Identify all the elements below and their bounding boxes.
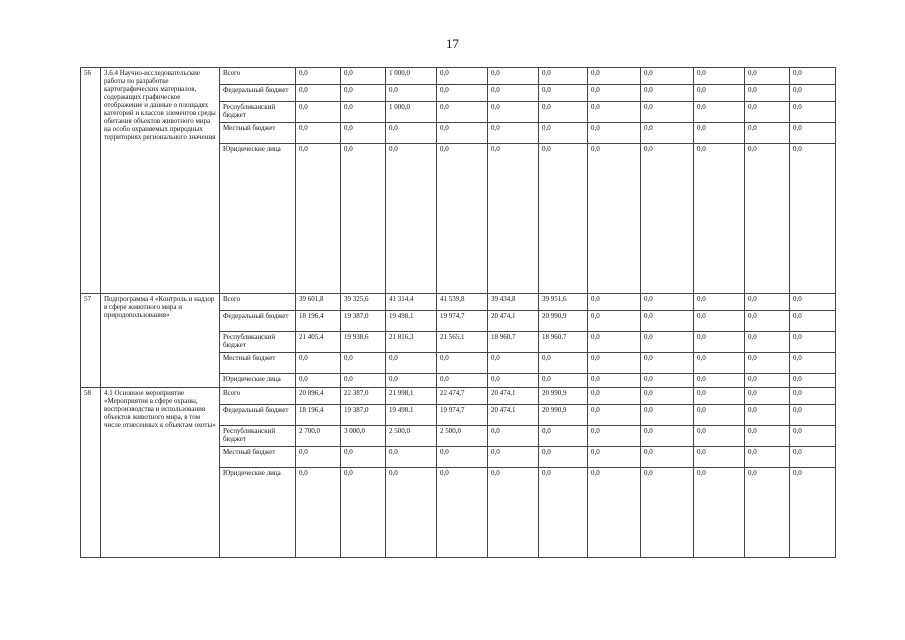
amount-cell: 0,0 xyxy=(386,468,437,558)
amount-cell: 0,0 xyxy=(588,144,641,294)
amount-cell: 0,0 xyxy=(641,144,694,294)
amount-cell: 19 498,1 xyxy=(386,405,437,426)
funding-source: Всего xyxy=(220,388,296,405)
funding-source: Республиканский бюджет xyxy=(220,426,296,447)
row-number: 57 xyxy=(81,294,101,388)
row-number: 58 xyxy=(81,388,101,558)
amount-cell: 0,0 xyxy=(790,353,836,374)
amount-cell: 39 325,6 xyxy=(341,294,386,311)
amount-cell: 0,0 xyxy=(296,68,341,85)
amount-cell: 0,0 xyxy=(488,144,539,294)
amount-cell: 20 990,9 xyxy=(539,388,588,405)
amount-cell: 0,0 xyxy=(588,374,641,388)
amount-cell: 0,0 xyxy=(790,85,836,102)
amount-cell: 0,0 xyxy=(386,374,437,388)
amount-cell: 0,0 xyxy=(341,374,386,388)
amount-cell: 0,0 xyxy=(588,332,641,353)
amount-cell: 0,0 xyxy=(641,426,694,447)
amount-cell: 41 314,4 xyxy=(386,294,437,311)
funding-source: Федеральный бюджет xyxy=(220,405,296,426)
amount-cell: 0,0 xyxy=(745,388,790,405)
amount-cell: 0,0 xyxy=(437,353,488,374)
amount-cell: 0,0 xyxy=(539,102,588,123)
amount-cell: 0,0 xyxy=(790,426,836,447)
amount-cell: 19 974,7 xyxy=(437,405,488,426)
amount-cell: 0,0 xyxy=(386,353,437,374)
amount-cell: 0,0 xyxy=(539,374,588,388)
funding-source: Всего xyxy=(220,294,296,311)
amount-cell: 0,0 xyxy=(341,447,386,468)
funding-source: Юридические лица xyxy=(220,144,296,294)
amount-cell: 0,0 xyxy=(694,311,745,332)
amount-cell: 0,0 xyxy=(488,374,539,388)
funding-source: Юридические лица xyxy=(220,468,296,558)
amount-cell: 0,0 xyxy=(745,311,790,332)
amount-cell: 0,0 xyxy=(296,447,341,468)
amount-cell: 0,0 xyxy=(437,85,488,102)
activity-name: 3.6.4 Научно-исследовательские работы по разработке картографических материалов, содержащих графическое отображение и данные о площадях категорий и классов элементов среды обитания объектов животного мира на особо охраняемых природных территориях регионального значения xyxy=(101,68,220,294)
amount-cell: 21 405,4 xyxy=(296,332,341,353)
amount-cell: 0,0 xyxy=(790,144,836,294)
amount-cell: 0,0 xyxy=(437,468,488,558)
amount-cell: 0,0 xyxy=(341,468,386,558)
amount-cell: 39 601,8 xyxy=(296,294,341,311)
activity-name: Подпрограмма 4 «Контроль и надзор в сфере животного мира и природопользования» xyxy=(101,294,220,388)
amount-cell: 41 539,8 xyxy=(437,294,488,311)
amount-cell: 0,0 xyxy=(488,426,539,447)
amount-cell: 0,0 xyxy=(341,353,386,374)
amount-cell: 20 474,1 xyxy=(488,405,539,426)
amount-cell: 0,0 xyxy=(641,332,694,353)
amount-cell: 18 196,4 xyxy=(296,405,341,426)
amount-cell: 0,0 xyxy=(641,388,694,405)
amount-cell: 19 974,7 xyxy=(437,311,488,332)
amount-cell: 0,0 xyxy=(745,374,790,388)
amount-cell: 0,0 xyxy=(745,144,790,294)
amount-cell: 22 387,0 xyxy=(341,388,386,405)
amount-cell: 0,0 xyxy=(341,102,386,123)
amount-cell: 0,0 xyxy=(790,332,836,353)
amount-cell: 0,0 xyxy=(588,85,641,102)
amount-cell: 0,0 xyxy=(539,68,588,85)
amount-cell: 0,0 xyxy=(437,374,488,388)
amount-cell: 0,0 xyxy=(790,102,836,123)
amount-cell: 0,0 xyxy=(641,374,694,388)
amount-cell: 0,0 xyxy=(745,353,790,374)
amount-cell: 0,0 xyxy=(694,85,745,102)
amount-cell: 0,0 xyxy=(745,426,790,447)
amount-cell: 0,0 xyxy=(437,447,488,468)
amount-cell: 0,0 xyxy=(694,68,745,85)
amount-cell: 0,0 xyxy=(386,144,437,294)
amount-cell: 0,0 xyxy=(588,353,641,374)
amount-cell: 0,0 xyxy=(539,144,588,294)
amount-cell: 2 500,0 xyxy=(386,426,437,447)
funding-source: Федеральный бюджет xyxy=(220,85,296,102)
amount-cell: 0,0 xyxy=(641,311,694,332)
amount-cell: 21 816,3 xyxy=(386,332,437,353)
amount-cell: 0,0 xyxy=(694,447,745,468)
amount-cell: 0,0 xyxy=(588,123,641,144)
row-number: 56 xyxy=(81,68,101,294)
amount-cell: 0,0 xyxy=(539,426,588,447)
amount-cell: 20 896,4 xyxy=(296,388,341,405)
funding-source: Республиканский бюджет xyxy=(220,102,296,123)
amount-cell: 0,0 xyxy=(790,388,836,405)
amount-cell: 0,0 xyxy=(641,85,694,102)
table-row xyxy=(81,294,836,311)
amount-cell: 18 196,4 xyxy=(296,311,341,332)
amount-cell: 0,0 xyxy=(694,102,745,123)
page-number: 17 xyxy=(446,36,459,51)
amount-cell: 0,0 xyxy=(694,468,745,558)
amount-cell: 0,0 xyxy=(641,468,694,558)
amount-cell: 0,0 xyxy=(437,123,488,144)
funding-source: Местный бюджет xyxy=(220,447,296,468)
amount-cell: 0,0 xyxy=(745,468,790,558)
amount-cell: 0,0 xyxy=(296,85,341,102)
amount-cell: 0,0 xyxy=(790,294,836,311)
funding-source: Республиканский бюджет xyxy=(220,332,296,353)
amount-cell: 0,0 xyxy=(641,353,694,374)
amount-cell: 39 951,6 xyxy=(539,294,588,311)
amount-cell: 20 990,9 xyxy=(539,311,588,332)
amount-cell: 0,0 xyxy=(694,388,745,405)
amount-cell: 0,0 xyxy=(296,353,341,374)
amount-cell: 0,0 xyxy=(790,68,836,85)
amount-cell: 0,0 xyxy=(790,447,836,468)
amount-cell: 0,0 xyxy=(488,353,539,374)
amount-cell: 0,0 xyxy=(386,123,437,144)
amount-cell: 0,0 xyxy=(341,144,386,294)
amount-cell: 18 960,7 xyxy=(488,332,539,353)
amount-cell: 0,0 xyxy=(745,85,790,102)
amount-cell: 0,0 xyxy=(488,468,539,558)
amount-cell: 0,0 xyxy=(488,85,539,102)
amount-cell: 0,0 xyxy=(588,405,641,426)
amount-cell: 0,0 xyxy=(539,123,588,144)
amount-cell: 0,0 xyxy=(745,294,790,311)
amount-cell: 0,0 xyxy=(694,405,745,426)
amount-cell: 0,0 xyxy=(437,68,488,85)
amount-cell: 1 000,0 xyxy=(386,68,437,85)
amount-cell: 0,0 xyxy=(790,468,836,558)
amount-cell: 0,0 xyxy=(296,468,341,558)
activity-name: 4.1 Основное мероприятие «Мероприятия в сфере охраны, воспроизводства и использования объектов животного мира, в том числе отнесенных к объектам охоты» xyxy=(101,388,220,558)
amount-cell: 21 998,1 xyxy=(386,388,437,405)
amount-cell: 0,0 xyxy=(488,123,539,144)
amount-cell: 0,0 xyxy=(745,332,790,353)
amount-cell: 20 474,1 xyxy=(488,388,539,405)
table-row xyxy=(81,388,836,405)
amount-cell: 0,0 xyxy=(745,447,790,468)
amount-cell: 0,0 xyxy=(694,332,745,353)
amount-cell: 0,0 xyxy=(437,144,488,294)
amount-cell: 0,0 xyxy=(588,68,641,85)
amount-cell: 0,0 xyxy=(588,447,641,468)
amount-cell: 0,0 xyxy=(386,85,437,102)
amount-cell: 3 000,0 xyxy=(341,426,386,447)
amount-cell: 1 000,0 xyxy=(386,102,437,123)
amount-cell: 22 474,7 xyxy=(437,388,488,405)
amount-cell: 19 498,1 xyxy=(386,311,437,332)
amount-cell: 0,0 xyxy=(694,353,745,374)
amount-cell: 0,0 xyxy=(641,102,694,123)
amount-cell: 0,0 xyxy=(588,468,641,558)
amount-cell: 0,0 xyxy=(296,374,341,388)
amount-cell: 19 938,6 xyxy=(341,332,386,353)
amount-cell: 0,0 xyxy=(745,123,790,144)
amount-cell: 0,0 xyxy=(588,426,641,447)
amount-cell: 20 474,1 xyxy=(488,311,539,332)
amount-cell: 0,0 xyxy=(296,102,341,123)
amount-cell: 0,0 xyxy=(641,68,694,85)
amount-cell: 0,0 xyxy=(745,405,790,426)
amount-cell: 39 434,8 xyxy=(488,294,539,311)
amount-cell: 0,0 xyxy=(588,311,641,332)
funding-source: Местный бюджет xyxy=(220,123,296,144)
amount-cell: 0,0 xyxy=(790,374,836,388)
amount-cell: 0,0 xyxy=(386,447,437,468)
budget-table xyxy=(80,67,836,558)
amount-cell: 19 387,0 xyxy=(341,311,386,332)
amount-cell: 0,0 xyxy=(296,144,341,294)
funding-source: Местный бюджет xyxy=(220,353,296,374)
amount-cell: 0,0 xyxy=(641,447,694,468)
amount-cell: 0,0 xyxy=(539,468,588,558)
amount-cell: 0,0 xyxy=(694,144,745,294)
amount-cell: 0,0 xyxy=(539,447,588,468)
amount-cell: 0,0 xyxy=(539,85,588,102)
amount-cell: 0,0 xyxy=(641,294,694,311)
amount-cell: 0,0 xyxy=(694,123,745,144)
amount-cell: 0,0 xyxy=(341,123,386,144)
amount-cell: 0,0 xyxy=(588,102,641,123)
amount-cell: 0,0 xyxy=(488,102,539,123)
amount-cell: 0,0 xyxy=(539,353,588,374)
amount-cell: 0,0 xyxy=(694,294,745,311)
amount-cell: 0,0 xyxy=(694,426,745,447)
amount-cell: 2 700,0 xyxy=(296,426,341,447)
amount-cell: 21 565,1 xyxy=(437,332,488,353)
amount-cell: 0,0 xyxy=(745,102,790,123)
amount-cell: 0,0 xyxy=(694,374,745,388)
amount-cell: 19 387,0 xyxy=(341,405,386,426)
table-row xyxy=(81,68,836,85)
amount-cell: 0,0 xyxy=(488,447,539,468)
amount-cell: 0,0 xyxy=(437,102,488,123)
amount-cell: 0,0 xyxy=(588,294,641,311)
amount-cell: 0,0 xyxy=(296,123,341,144)
funding-source: Юридические лица xyxy=(220,374,296,388)
amount-cell: 0,0 xyxy=(341,68,386,85)
amount-cell: 0,0 xyxy=(790,405,836,426)
amount-cell: 18 960,7 xyxy=(539,332,588,353)
amount-cell: 0,0 xyxy=(341,85,386,102)
amount-cell: 2 500,0 xyxy=(437,426,488,447)
amount-cell: 0,0 xyxy=(588,388,641,405)
amount-cell: 0,0 xyxy=(745,68,790,85)
amount-cell: 0,0 xyxy=(488,68,539,85)
amount-cell: 0,0 xyxy=(641,123,694,144)
funding-source: Федеральный бюджет xyxy=(220,311,296,332)
amount-cell: 0,0 xyxy=(641,405,694,426)
amount-cell: 0,0 xyxy=(790,311,836,332)
funding-source: Всего xyxy=(220,68,296,85)
amount-cell: 0,0 xyxy=(790,123,836,144)
amount-cell: 20 990,9 xyxy=(539,405,588,426)
